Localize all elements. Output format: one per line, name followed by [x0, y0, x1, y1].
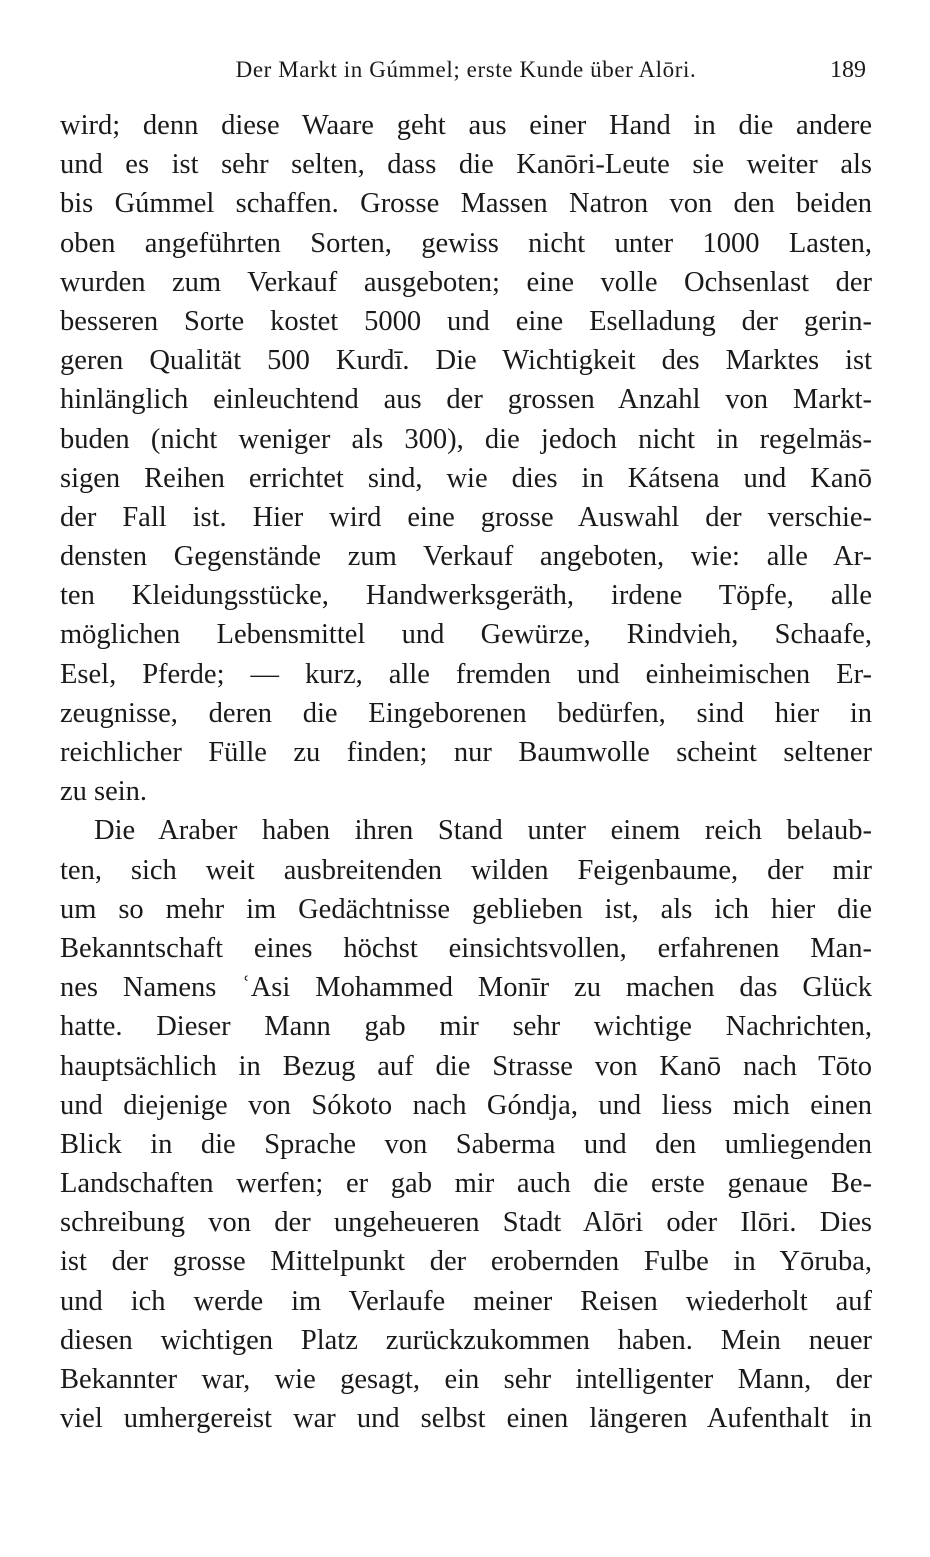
text-line: besseren Sorte kostet 5000 und eine Eselladung der gerin- — [60, 305, 872, 337]
text-line: densten Gegenstände zum Verkauf angeboten, wie: alle Ar- — [60, 541, 872, 573]
running-head — [60, 52, 872, 88]
text-line: geren Qualität 500 Kurdī. Die Wichtigkeit des Marktes ist — [60, 345, 872, 377]
text-line: diesen wichtigen Platz zurückzukommen haben. Mein neuer — [60, 1324, 872, 1356]
paragraph-2 — [60, 811, 872, 1438]
text-line: viel umhergereist war und selbst einen längeren Aufenthalt in — [60, 1403, 872, 1435]
text-line: Esel, Pferde; — kurz, alle fremden und einheimischen Er- — [60, 658, 872, 690]
text-line: zu sein. — [60, 776, 148, 808]
text-line: wurden zum Verkauf ausgeboten; eine volle Ochsenlast der — [60, 266, 872, 298]
text-line: sigen Reihen errichtet sind, wie dies in Kátsena und Kanō — [60, 462, 872, 494]
text-line: hauptsächlich in Bezug auf die Strasse von Kanō nach Tōto — [60, 1050, 872, 1082]
text-line: oben angeführten Sorten, gewiss nicht unter 1000 Lasten, — [60, 227, 872, 259]
text-line: und ich werde im Verlaufe meiner Reisen wiederholt auf — [60, 1285, 872, 1317]
text-line: um so mehr im Gedächtnisse geblieben ist, als ich hier die — [60, 893, 872, 925]
text-line: Blick in die Sprache von Saberma und den umliegenden — [60, 1128, 872, 1160]
text-line: ten, sich weit ausbreitenden wilden Feigenbaume, der mir — [60, 854, 872, 886]
running-title: Der Markt in Gúmmel; erste Kunde über Alōri. — [235, 57, 697, 82]
text-line: Bekannter war, wie gesagt, ein sehr intelligenter Mann, der — [60, 1364, 872, 1395]
text-line: hatte. Dieser Mann gab mir sehr wichtige Nachrichten, — [60, 1011, 872, 1043]
text-line: schreibung von der ungeheueren Stadt Alōri oder Ilōri. Dies — [60, 1207, 872, 1239]
text-line: ten Kleidungsstücke, Handwerksgeräth, irdene Töpfe, alle — [60, 580, 872, 612]
text-line: möglichen Lebensmittel und Gewürze, Rindvieh, Schaafe, — [60, 619, 872, 651]
text-line: nes Namens ʿAsi Mohammed Monīr zu machen das Glück — [60, 972, 872, 1004]
text-line: Bekanntschaft eines höchst einsichtsvollen, erfahrenen Man- — [60, 932, 872, 964]
text-line: der Fall ist. Hier wird eine grosse Auswahl der verschie- — [60, 501, 872, 533]
text-line: hinlänglich einleuchtend aus der grossen Anzahl von Markt- — [60, 384, 872, 416]
text-line: und es ist sehr selten, dass die Kanōri-Leute sie weiter als — [60, 149, 872, 181]
text-line: wird; denn diese Waare geht aus einer Hand in die andere — [60, 110, 872, 141]
paragraph-1 — [60, 106, 872, 811]
text-line: Die Araber haben ihren Stand unter einem reich belaub- — [94, 815, 872, 847]
text-line: ist der grosse Mittelpunkt der erobernden Fulbe in Yōruba, — [60, 1246, 872, 1278]
text-line: und diejenige von Sókoto nach Góndja, und liess mich einen — [60, 1089, 872, 1121]
text-line: reichlicher Fülle zu finden; nur Baumwolle scheint seltener — [60, 737, 872, 768]
text-line: buden (nicht weniger als 300), die jedoch nicht in regelmäs- — [60, 423, 872, 455]
body-text — [60, 106, 872, 1438]
text-line: Landschaften werfen; er gab mir auch die erste genaue Be- — [60, 1168, 872, 1200]
text-line: bis Gúmmel schaffen. Grosse Massen Natron von den beiden — [60, 188, 872, 220]
text-line: zeugnisse, deren die Eingeborenen bedürfen, sind hier in — [60, 697, 872, 729]
page-number: 189 — [830, 57, 866, 83]
